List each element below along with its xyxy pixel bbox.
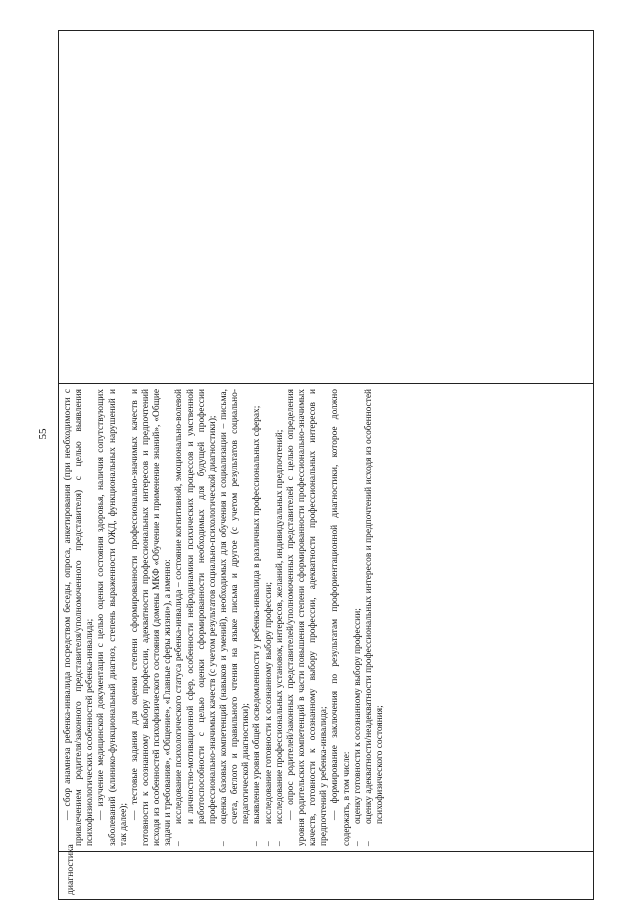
row-label-cell: [59, 844, 593, 899]
list-item-text: исследование психологического статуса ребенка-инвалида – состояние когнитивной, эмоционально-волевой и личностно-мотивационной сфер, особенности нейродинамики психических процессов и умственной работоспособности с целью оценки сформированности необходимых для будущей профессии профессионально-значимых качеств (с учетом результатов социально-психологической диагностики);: [174, 389, 218, 824]
list-item-text: оценку адекватности/неадекватности профессиональных интересов и предпочтений исходя из особенностей психофизического состояния;: [363, 389, 385, 824]
paragraph: — тестовые задания для оценки степени сформированности профессионально-значимых качеств и готовности к осознанному выбору профессии, адекватности профессиональных интересов и предпочтений исходя из особенностей психофизического состояния (домены МКФ «Обучение и применение знаний», «Общие задачи и требования», «Общение», «Главные сферы жизни»), а именно:: [129, 389, 174, 846]
paragraph: — сбор анамнеза ребенка-инвалида посредством беседы, опроса, анкетирования (при необходимости с привлечением родителя/законного представителя/уполномоченного представителя) с целью выявления психофизиологических особенностей ребенка-инвалида;: [63, 389, 96, 846]
document-table: [58, 30, 594, 900]
sub-list-item: [252, 389, 263, 846]
list-dash: –: [274, 841, 285, 846]
list-item-text: выявление уровня общей осведомленности у ребенка-инвалида в различных профессиональных сферах;: [252, 405, 263, 824]
list-item-text: оценку готовности к осознанному выбору профессии;: [352, 608, 363, 824]
sub-list-item: [264, 389, 275, 846]
paragraph: — формирование заключения по результатам профориентационной диагностики, которое должно содержать, в том числе:: [330, 389, 352, 846]
list-dash: –: [363, 841, 374, 846]
list-dash: –: [252, 841, 263, 846]
sub-list-item: [353, 389, 364, 846]
sub-list-item: [275, 389, 286, 846]
sub-list-item: [364, 389, 386, 846]
empty-cell: [59, 31, 593, 383]
list-dash: –: [352, 841, 363, 846]
list-item-text: исследование готовности к осознанному выбору профессии;: [263, 582, 274, 824]
list-dash: –: [174, 841, 185, 846]
list-dash: –: [218, 841, 229, 846]
paragraph: — изучение медицинской документации с целью оценки состояния здоровья, наличия сопутствующих заболеваний (клинико-функциональный диагноз, степень выраженности ОЖД, функциональных нарушений и так далее);: [96, 389, 129, 846]
paragraph: — опрос родителей/законных представителей/уполномоченных представителей с целью определения уровня родительских компетенций в части повышения степени сформированности профессионально-значимых качеств, готовности к осознанному выбору профессии, адекватности профессиональных интересов и предпочтений у ребенка-инвалида;: [285, 389, 330, 846]
list-item-text: оценка базовых компетенций (навыков и умений), необходимых для обучения и социализации – письма, счета, беглого и правильного чтения на языке письма и другое (с учетом результатов социально-педагогической диагностики);: [218, 389, 252, 824]
list-item-text: исследование профессиональных установок, интересов, желаний, индивидуальных предпочтений;: [274, 429, 285, 824]
sub-list-item: [174, 389, 219, 846]
page-number: 55: [37, 428, 49, 440]
content-cell: [59, 383, 593, 851]
sub-list-item: [219, 389, 252, 846]
row-label: диагностика: [65, 844, 76, 895]
list-dash: –: [263, 841, 274, 846]
